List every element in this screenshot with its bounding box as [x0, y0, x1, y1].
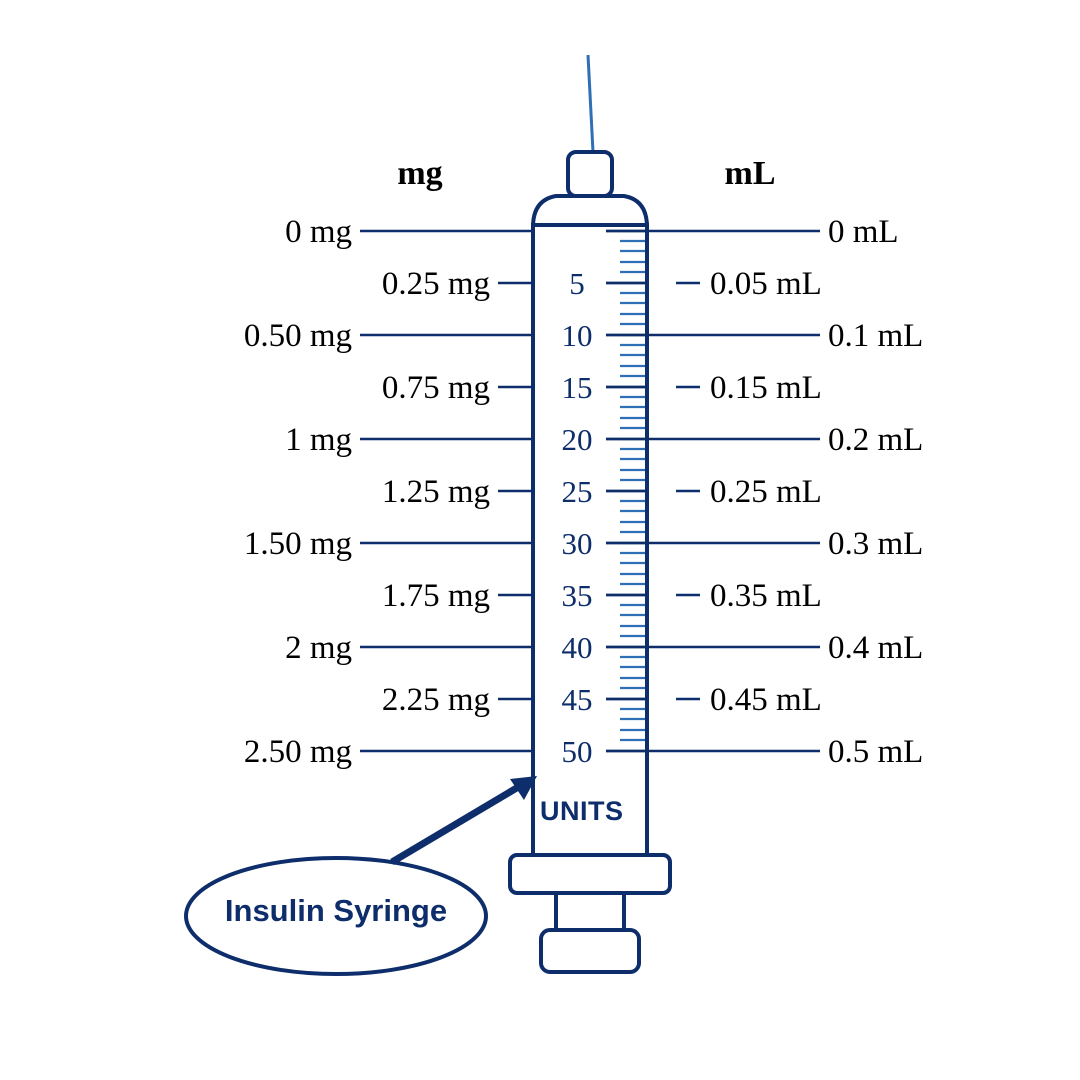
label-ml-10: 0.5 mL: [828, 734, 924, 770]
column-header-ml: mL: [724, 155, 776, 192]
label-ml-4: 0.2 mL: [828, 422, 924, 458]
label-mg-9: 2.25 mg: [381, 682, 490, 718]
label-mg-7: 1.75 mg: [381, 578, 490, 614]
unit-number-10: 10: [561, 318, 593, 353]
plunger-thumb-pad: [541, 930, 639, 972]
label-ml-5: 0.25 mL: [710, 474, 822, 510]
label-ml-3: 0.15 mL: [710, 370, 822, 406]
unit-number-30: 30: [561, 526, 593, 561]
needle-icon: [588, 55, 593, 152]
label-mg-0: 0 mg: [285, 214, 352, 250]
label-ml-1: 0.05 mL: [710, 266, 822, 302]
callout-arrow-line: [392, 786, 520, 862]
unit-number-40: 40: [561, 630, 593, 665]
barrel-shoulder: [533, 196, 647, 227]
unit-number-35: 35: [561, 578, 593, 613]
unit-number-50: 50: [561, 734, 593, 769]
callout-label: Insulin Syringe: [224, 893, 448, 928]
label-mg-4: 1 mg: [285, 422, 352, 458]
needle-hub: [568, 152, 612, 196]
label-ml-2: 0.1 mL: [828, 318, 924, 354]
label-mg-6: 1.50 mg: [243, 526, 352, 562]
label-ml-0: 0 mL: [828, 214, 899, 250]
unit-number-45: 45: [561, 682, 593, 717]
unit-number-20: 20: [561, 422, 593, 457]
finger-flange: [510, 855, 670, 893]
label-ml-9: 0.45 mL: [710, 682, 822, 718]
label-ml-7: 0.35 mL: [710, 578, 822, 614]
label-mg-5: 1.25 mg: [381, 474, 490, 510]
unit-number-15: 15: [561, 370, 593, 405]
label-mg-10: 2.50 mg: [243, 734, 352, 770]
label-ml-8: 0.4 mL: [828, 630, 924, 666]
label-mg-1: 0.25 mg: [381, 266, 490, 302]
units-axis-label: UNITS: [540, 796, 624, 826]
label-ml-6: 0.3 mL: [828, 526, 924, 562]
unit-number-5: 5: [569, 266, 585, 301]
unit-number-25: 25: [561, 474, 593, 509]
label-mg-3: 0.75 mg: [381, 370, 490, 406]
label-mg-8: 2 mg: [285, 630, 352, 666]
label-mg-2: 0.50 mg: [243, 318, 352, 354]
column-header-mg: mg: [397, 155, 443, 192]
